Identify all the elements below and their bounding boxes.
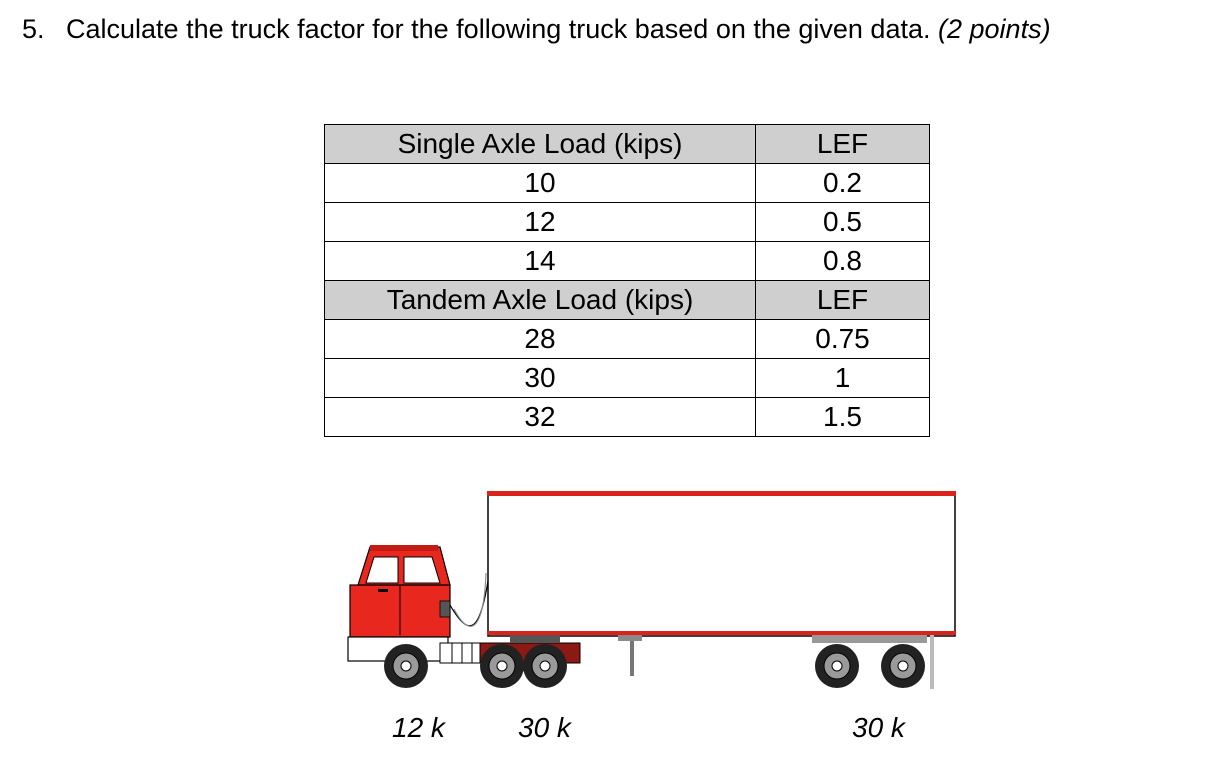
axle-load-cell: 10	[325, 164, 756, 203]
lef-cell: 0.5	[756, 203, 930, 242]
question-text: Calculate the truck factor for the following truck based on the given data.	[66, 14, 931, 44]
truck-illustration	[340, 485, 960, 700]
axle-load-cell: 32	[325, 398, 756, 437]
trailer-tandem-load: 30 k	[852, 712, 905, 743]
axle-load-cell: 14	[325, 242, 756, 281]
single-axle-header: Single Axle Load (kips)	[325, 125, 756, 164]
lef-cell: 1	[756, 359, 930, 398]
axle-load-cell: 30	[325, 359, 756, 398]
drive-axle-wheel	[523, 644, 567, 688]
lef-header: LEF	[756, 281, 930, 320]
axle-load-cell: 28	[325, 320, 756, 359]
tandem-axle-header: Tandem Axle Load (kips)	[325, 281, 756, 320]
lef-table	[324, 124, 930, 437]
question-points: (2 points)	[938, 14, 1051, 44]
table-row	[325, 242, 930, 281]
table-row	[325, 398, 930, 437]
lef-cell: 0.8	[756, 242, 930, 281]
lef-cell: 0.75	[756, 320, 930, 359]
trailer-axle-wheel	[881, 644, 925, 688]
question-text-block	[66, 12, 1216, 46]
lef-cell: 1.5	[756, 398, 930, 437]
drive-tandem-load: 30 k	[518, 712, 571, 743]
steer-axle-load: 12 k	[392, 712, 445, 743]
steer-axle-wheel	[384, 644, 428, 688]
single-axle-header-row	[325, 125, 930, 164]
table-row	[325, 164, 930, 203]
drive-axle-wheel	[480, 644, 524, 688]
table-row	[325, 320, 930, 359]
lef-header: LEF	[756, 125, 930, 164]
lef-cell: 0.2	[756, 164, 930, 203]
trailer-axle-wheel	[815, 644, 859, 688]
table-row	[325, 203, 930, 242]
question-number: 5.	[22, 14, 45, 44]
axle-load-cell: 12	[325, 203, 756, 242]
table-row	[325, 359, 930, 398]
tandem-axle-header-row	[325, 281, 930, 320]
